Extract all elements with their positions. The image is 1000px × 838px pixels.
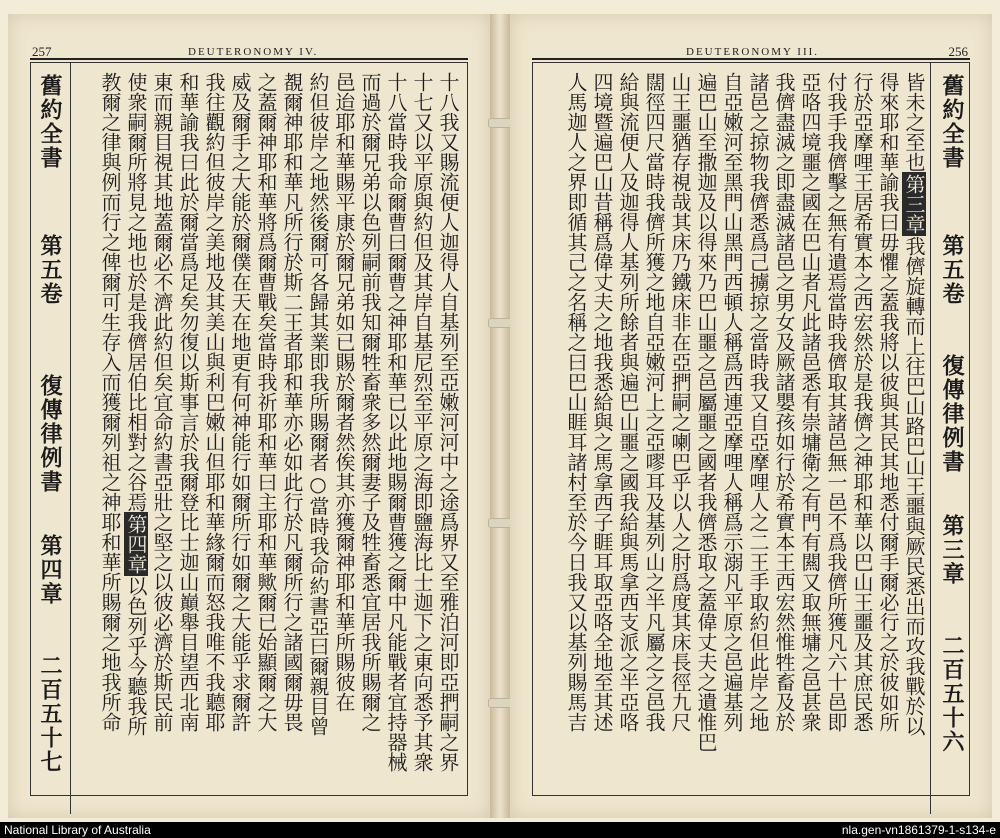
text-column: 得來耶和華諭我曰毋懼之蓋我將以彼與其民其地悉付爾手爾必行之於彼如所 <box>876 72 900 732</box>
chapter-marker: 第三章 <box>902 174 926 234</box>
right-page <box>510 14 992 818</box>
text-column: 十八當時我命爾曹曰爾曹之神耶和華已以此地賜爾曹獲之爾中凡能戰者宜持器械 <box>384 72 408 772</box>
margin-chapter: 第三章 <box>939 514 965 586</box>
footer-identifier: nla.gen-vn1861379-1-s134-e <box>841 823 996 837</box>
running-head: DEUTERONOMY IV. <box>188 46 319 58</box>
margin-volume: 第五卷 <box>37 234 63 306</box>
text-column: 諸邑之掠物我儕悉爲己擄掠之當時我又自亞摩哩人之二王手取約但此岸之地 <box>746 72 770 732</box>
text-column: 我往觀約但彼岸之美地及其美山與利巴嫩山但耶和華緣爾而怒我唯不我聽耶 <box>202 72 226 732</box>
text-column: 我儕盡滅之即盡滅諸邑之男女及厥諸嬰孩如行於希實本王西宏然惟牲畜及於 <box>772 72 796 732</box>
text-column: 邑迨耶和華賜平康於爾兄弟如已賜於爾者然俟其亦獲爾神耶和華所賜彼在 <box>332 72 356 712</box>
text-column: 自亞嫩河至黑門山黑門西頓人稱爲西連亞摩哩人稱爲示溺凡平原之邑遍基列 <box>720 72 744 732</box>
text-column: 行於亞摩哩王居希實本之西宏然於是我儕之神耶和華以巴山王噩及其庶民悉 <box>850 72 874 732</box>
chapter-marker: 第四章 <box>124 514 148 574</box>
running-head: DEUTERONOMY III. <box>686 46 820 58</box>
header-rule <box>30 58 468 60</box>
margin-folio: 二百五十六 <box>939 634 965 754</box>
footer-bar <box>0 822 1000 838</box>
text-column: 覩爾神耶和華凡所行於斯二王者耶和華亦必如此行於凡爾所行之諸國爾毋畏 <box>280 72 304 732</box>
text-column: 闊徑四尺當時我儕所獲之地自亞嫩河上之亞嘐耳及基列山之半凡屬之之邑我 <box>642 72 666 732</box>
margin-book-title: 舊約全書 <box>939 74 965 170</box>
text-column: 皆未之至也第三章我儕旋轉而上往巴山路巴山王噩與厥民悉出而攻我戰於以 <box>902 72 926 736</box>
text-column: 使衆嗣爾所將見之地也於是我儕居伯比相對之谷焉第四章以色列乎今聽我所 <box>124 72 148 736</box>
page-number: 256 <box>948 44 968 59</box>
text-column: 和華諭我曰此於爾當爲足矣勿復以斯事言於我爾登比士迦山巔舉目望西北南 <box>176 72 200 732</box>
margin-folio: 二百五十七 <box>37 654 63 774</box>
text-column: 十八我又賜流便人迦得人自基列至亞嫩河河中之途爲界又至雅泊河即亞捫嗣之界 <box>436 72 460 772</box>
page-number: 257 <box>32 44 52 59</box>
text-column: 約但彼岸之地然後爾可各歸其業即我所賜爾者○當時我命約書亞曰爾親目曾 <box>306 72 330 736</box>
text-column: 四境暨遍巴山昔稱爲偉丈夫之地我悉給與之馬拿西子睚耳取亞咯全地至其述 <box>590 72 614 732</box>
text-column: 人馬迦人之界即循其己之名稱之曰巴山睚耳諸村至於今日我又以基列賜馬吉 <box>564 72 588 732</box>
text-column: 而過於爾兄弟以色列嗣前我知爾牲畜衆多然爾妻子及牲畜悉宜居我所賜爾之 <box>358 72 382 732</box>
text-column: 之蓋爾神耶和華將爲爾曹戰矣當時我祈耶和華曰主耶和華歟爾已始顯爾之大 <box>254 72 278 732</box>
left-page <box>8 14 490 818</box>
text-column: 教爾之律與例而行之俾爾可生存入而獲爾列祖之神耶和華所賜爾之地我所命 <box>98 72 122 732</box>
text-column: 付我手我儕擊之無有遺焉當時我儕取其諸邑無一邑不爲我儕所獲凡六十邑即 <box>824 72 848 732</box>
text-column: 給與流便人及迦得人基列所餘者與遍巴山噩之國我給與馬拿西支派之半亞咯 <box>616 72 640 732</box>
text-column: 十七又以平原與約但及其岸自基尼烈至平原之海即鹽海比士迦下之東向悉予其衆 <box>410 72 434 772</box>
footer-library-name: National Library of Australia <box>4 823 151 837</box>
header-rule <box>532 58 970 60</box>
text-column: 遍巴山至撒迦及以得來乃巴山噩之邑屬噩之國者我儕悉取之蓋偉丈夫之遺惟巴 <box>694 72 718 752</box>
text-column: 東而親目視其地蓋爾必不濟此約但矣宜命約書亞壯之堅之以彼必濟於斯民前 <box>150 72 174 732</box>
margin-book-title: 舊約全書 <box>37 74 63 170</box>
margin-volume: 第五卷 <box>939 234 965 306</box>
text-column: 山王噩猶存視哉其床乃鐵床非在亞捫嗣之喇巴乎以人之肘爲度其床長徑九尺 <box>668 72 692 732</box>
text-column: 威及爾手之大能於爾僕在天在地更有何神能行如爾所行如爾之大能乎求爾許 <box>228 72 252 732</box>
margin-book-name: 復傳律例書 <box>939 354 965 474</box>
margin-separator <box>930 62 931 814</box>
margin-book-name: 復傳律例書 <box>37 374 63 494</box>
margin-separator <box>70 62 71 814</box>
margin-chapter: 第四章 <box>37 534 63 606</box>
text-column: 亞咯四境噩之國在巴山者凡此諸邑悉有崇墉衛之有門有闗又取無墉之邑甚衆 <box>798 72 822 732</box>
